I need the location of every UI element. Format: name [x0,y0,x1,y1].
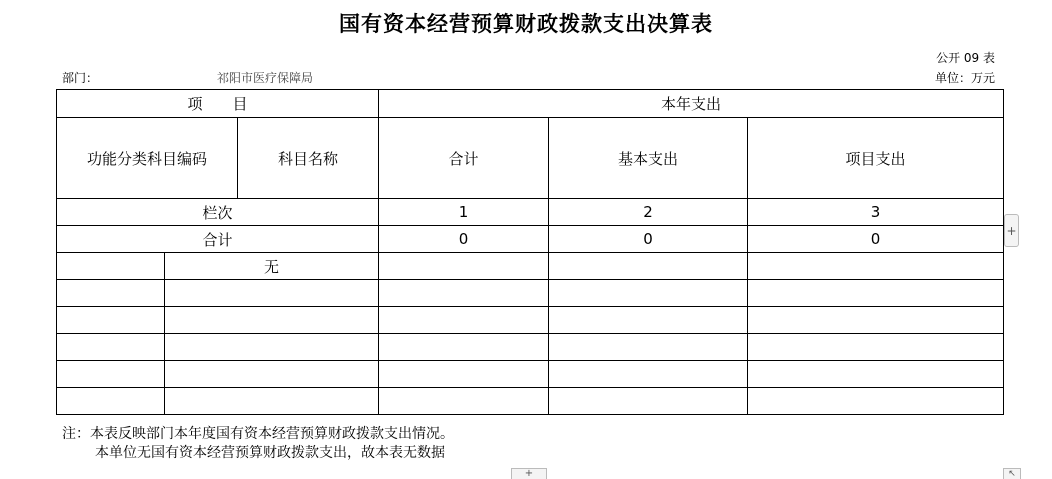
column-header-name: 科目名称 [238,118,379,199]
table-cell [57,307,165,334]
column-header-total: 合计 [379,118,549,199]
table-row [57,307,1004,334]
table-cell [379,334,549,361]
column-header-code: 功能分类科目编码 [57,118,238,199]
table-cell [748,253,1004,280]
table-cell [379,253,549,280]
header-item: 项 目 [57,90,379,118]
table-row [57,334,1004,361]
table-cell [748,334,1004,361]
column-header-project: 项目支出 [748,118,1004,199]
table-row-column-number [57,199,1004,226]
table-cell [379,388,549,415]
note-line-1: 注：本表反映部门本年度国有资本经营预算财政拨款支出情况。 [62,426,454,442]
table-cell [57,361,165,388]
table-cell [379,361,549,388]
sum-project: 0 [748,226,1004,253]
header-year-expense: 本年支出 [379,90,1004,118]
department-name: 祁阳市医疗保障局 [217,71,314,85]
report-title: 国有资本经营预算财政拨款支出决算表 [339,11,713,36]
column-number-project: 3 [748,199,1004,226]
note-line-2: 本单位无国有资本经营预算财政拨款支出，故本表无数据 [95,445,445,461]
resize-handle-icon[interactable]: ↖ [1003,468,1021,479]
expense-table [56,89,1004,415]
table-cell [57,253,165,280]
table-cell [549,388,748,415]
unit-label: 单位：万元 [934,71,995,85]
column-number-basic: 2 [549,199,748,226]
table-header-row-2 [57,118,1004,199]
table-row [57,280,1004,307]
table-row-sum [57,226,1004,253]
first-row-name: 无 [165,253,379,280]
table-cell [748,361,1004,388]
sum-total: 0 [379,226,549,253]
table-cell [748,307,1004,334]
form-number: 公开 09 表 [936,51,995,65]
table-header-row-1 [57,90,1004,118]
table-cell [549,280,748,307]
table-cell [549,307,748,334]
table-cell [379,307,549,334]
table-cell [165,280,379,307]
table-row [57,361,1004,388]
sum-basic: 0 [549,226,748,253]
table-cell [549,253,748,280]
table-cell [748,280,1004,307]
table-cell [379,280,549,307]
table-cell [165,307,379,334]
table-cell [57,334,165,361]
table-cell [57,388,165,415]
table-cell [165,388,379,415]
table-cell [748,388,1004,415]
table-cell [549,361,748,388]
table-cell [57,280,165,307]
table-row [57,253,1004,280]
column-header-basic: 基本支出 [549,118,748,199]
table-cell [165,361,379,388]
table-row [57,388,1004,415]
column-number-total: 1 [379,199,549,226]
column-number-label: 栏次 [57,199,379,226]
sum-label: 合计 [57,226,379,253]
expand-row-button[interactable]: + [511,468,547,479]
table-cell [549,334,748,361]
table-cell [165,334,379,361]
expand-column-button[interactable]: + [1004,214,1019,247]
department-label: 部门： [62,71,99,85]
